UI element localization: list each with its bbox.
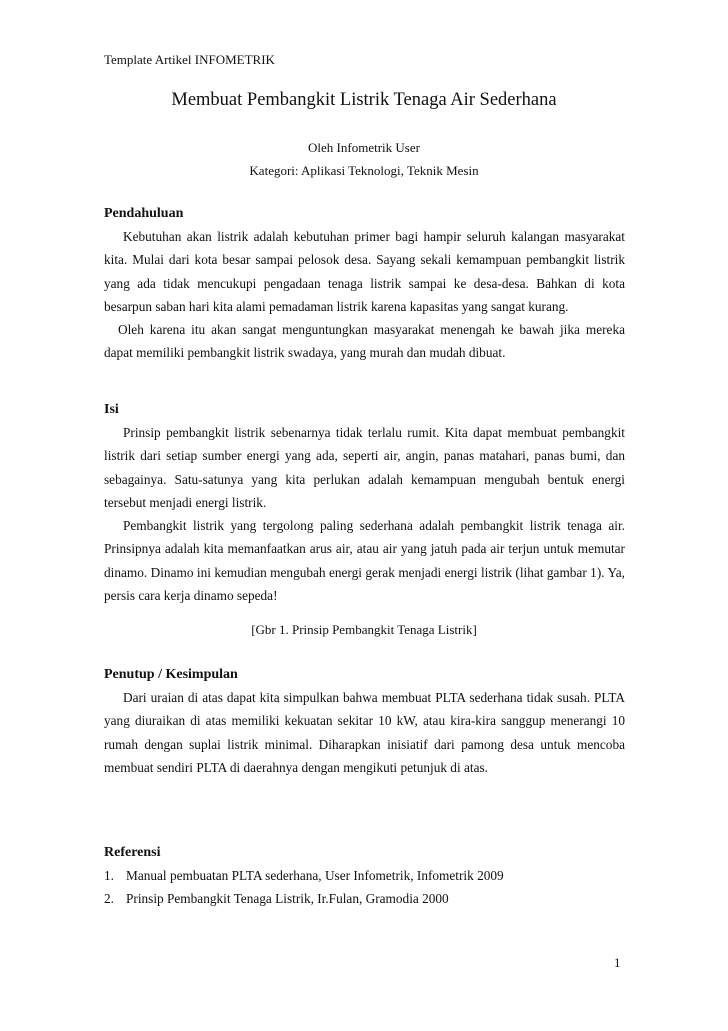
section-referensi <box>104 842 625 910</box>
reference-list <box>104 864 625 910</box>
paragraph: Dari uraian di atas dapat kita simpulkan bahwa membuat PLTA sederhana tidak susah. PLTA yang diuraikan di atas memiliki kekuatan sekitar 10 kW, atau kira-kira sanggup menerangi 10 rumah dengan suplai listrik minimal. Diharapkan inisiatif dari pamong desa untuk mencoba membuat sendiri PLTA di daerahnya dengan mengikuti petunjuk di atas. <box>104 690 625 775</box>
paragraph: Oleh karena itu akan sangat menguntungkan masyarakat menengah ke bawah jika mereka dapat memiliki pembangkit listrik swadaya, yang murah dan mudah dibuat. <box>104 322 625 361</box>
page-number: 1 <box>614 955 621 970</box>
article-category: Kategori: Aplikasi Teknologi, Teknik Mesin <box>249 163 479 178</box>
list-item: 1. Manual pembuatan PLTA sederhana, User Infometrik, Infometrik 2009 <box>104 868 504 883</box>
section-heading: Referensi <box>104 845 161 860</box>
section-pendahuluan <box>104 203 625 365</box>
section-heading: Pendahuluan <box>104 206 184 221</box>
page-header: Template Artikel INFOMETRIK <box>104 52 275 67</box>
paragraph: Kebutuhan akan listrik adalah kebutuhan primer bagi hampir seluruh kalangan masyarakat kita. Mulai dari kota besar sampai pelosok desa. Sayang sekali kemampuan pembangkit listrik yang ada tidak mencukupi pengadaan tenaga listrik sampai ke desa-desa. Bahkan di kota besarpun saban hari kita alami pemadaman listrik karena kapasitas yang sangat kurang. <box>104 229 625 314</box>
article-title: Membuat Pembangkit Listrik Tenaga Air Sederhana <box>171 90 557 110</box>
section-penutup <box>104 664 625 779</box>
list-item: 2. Prinsip Pembangkit Tenaga Listrik, Ir.Fulan, Gramodia 2000 <box>104 891 449 906</box>
section-heading: Isi <box>104 402 119 417</box>
paragraph: Prinsip pembangkit listrik sebenarnya tidak terlalu rumit. Kita dapat membuat pembangkit listrik dari setiap sumber energi yang ada, seperti air, angin, panas matahari, panas bumi, dan sebagainya. Satu-satunya yang kita perlukan adalah kemampuan mengubah bentuk energi tersebut menjadi energi listrik. <box>104 425 625 510</box>
figure-caption: [Gbr 1. Prinsip Pembangkit Tenaga Listrik] <box>251 622 477 637</box>
article-author: Oleh Infometrik User <box>308 140 420 155</box>
section-isi <box>104 399 625 607</box>
section-heading: Penutup / Kesimpulan <box>104 667 238 682</box>
paragraph: Pembangkit listrik yang tergolong paling sederhana adalah pembangkit listrik tenaga air. Prinsipnya adalah kita memanfaatkan arus air, atau air yang jatuh pada air terjun untuk memutar dinamo. Dinamo ini kemudian mengubah energi gerak menjadi energi listrik (lihat gambar 1). Ya, persis cara kerja dinamo sepeda! <box>104 518 625 604</box>
